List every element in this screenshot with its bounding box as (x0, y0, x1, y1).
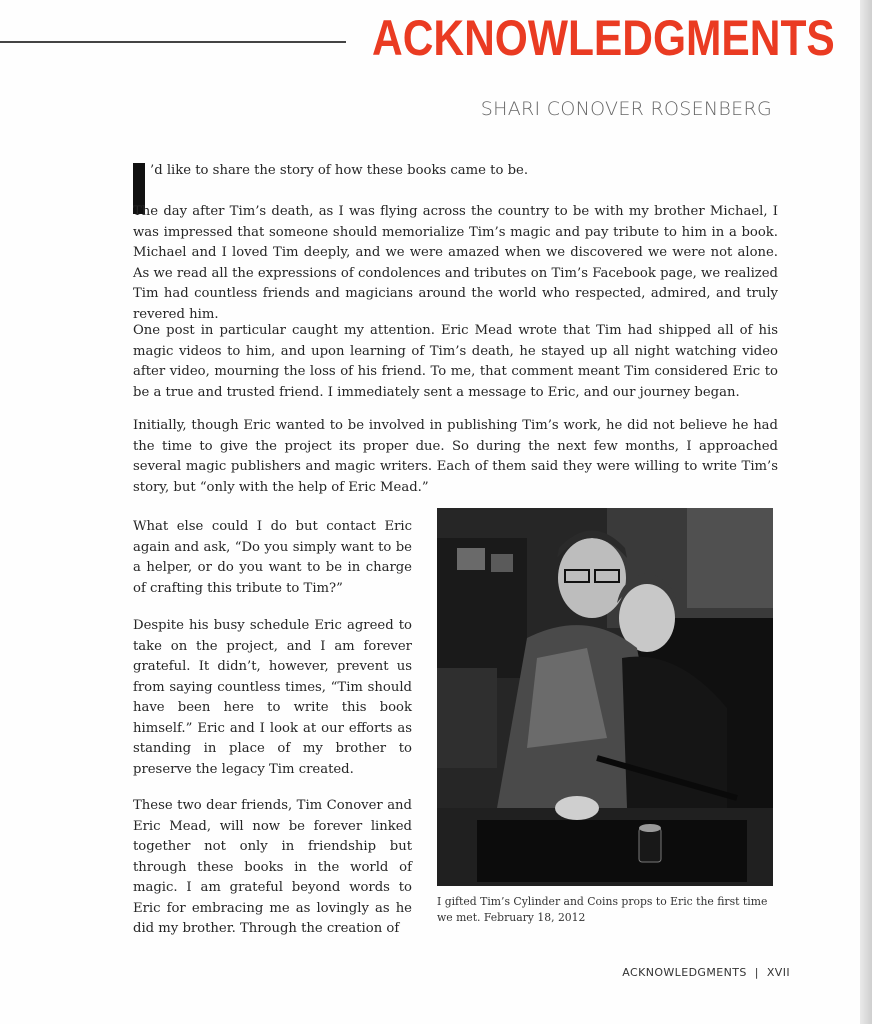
footer-section: ACKNOWLEDGMENTS (622, 966, 747, 979)
paragraph-1: ’d like to share the story of how these books came to be. (150, 163, 529, 178)
paragraph-5: What else could I do but contact Eric again and ask, “Do you simply want to be a helper, or do you want to be in charge of crafting this tribute to Tim?” (133, 519, 412, 596)
author-name: SHARI CONOVER ROSENBERG (480, 98, 772, 120)
paragraph-6: Despite his busy schedule Eric agreed to take on the project, and I am forever grateful. It didn’t, however, prevent us from saying countless times, “Tim should have been here to write this book himself.” Eric and I look at our efforts as standing in place of my brother to preserve the legacy Tim created. (133, 618, 412, 777)
footer-separator: | (754, 966, 759, 979)
paragraph-3: One post in particular caught my attention. Eric Mead wrote that Tim had shipped all of his magic videos to him, and upon learning of Tim’s death, he stayed up all night watching video after video, mourning the loss of his friend. To me, that comment meant Tim considered Eric to be a true and trusted friend. I immediately sent a message to Eric, and our journey began. (133, 323, 778, 400)
header-rule (0, 41, 346, 43)
page-edge-shadow (860, 0, 872, 1024)
photo-caption: I gifted Tim’s Cylinder and Coins props to Eric the first time we met. February 18, 2012 (437, 895, 768, 924)
paragraph-2: The day after Tim’s death, as I was flying across the country to be with my brother Michael, I was impressed that someone should memorialize Tim’s magic and pay tribute to him in a book. Michael and I loved Tim deeply, and we were amazed when we discovered we were not alone. As we read all the expressions of condolences and tributes on Tim’s Facebook page, we realized Tim had countless friends and magicians around the world who respected, admired, and truly revered him. (133, 204, 778, 322)
photo-illustration (437, 508, 773, 886)
page-footer (622, 966, 790, 979)
paragraph-4: Initially, though Eric wanted to be involved in publishing Tim’s work, he did not believe he had the time to give the project its proper due. So during the next few months, I approached several magic publishers and magic writers. Each of them said they were willing to write Tim’s story, but “only with the help of Eric Mead.” (133, 418, 778, 495)
page-number: XVII (766, 966, 790, 979)
photo-eric-and-shari (437, 508, 773, 886)
page-title: ACKNOWLEDGMENTS (372, 10, 835, 66)
paragraph-7: These two dear friends, Tim Conover and Eric Mead, will now be forever linked together not only in friendship but through these books in the world of magic. I am grateful beyond words to Eric for embracing me as lovingly as he did my brother. Through the creation of (133, 798, 412, 936)
